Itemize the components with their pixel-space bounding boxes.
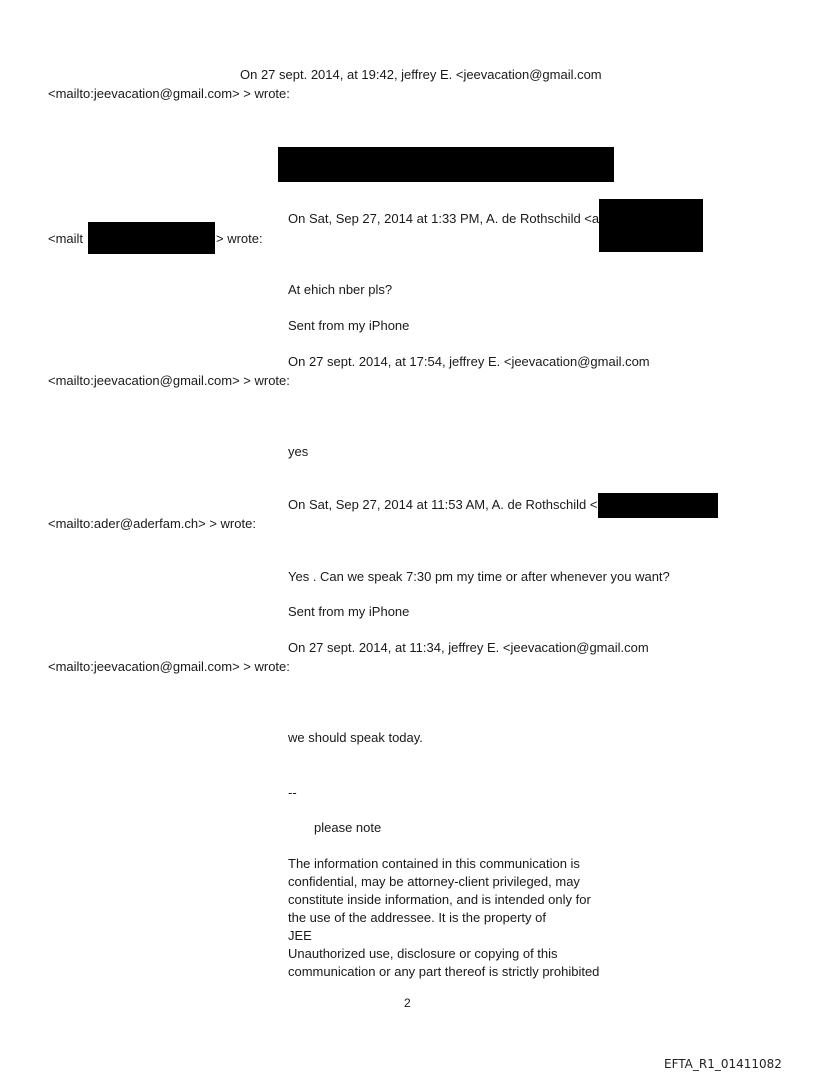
page-number: 2	[404, 996, 411, 1010]
disclaimer-line: confidential, may be attorney-client privileged, may	[288, 874, 580, 889]
email-header-line: On Sat, Sep 27, 2014 at 1:33 PM, A. de Rothschild <a	[288, 211, 600, 226]
disclaimer-line: The information contained in this communication is	[288, 856, 580, 871]
redaction-block	[598, 493, 718, 518]
email-body-text: At ehich nber pls?	[288, 282, 393, 297]
email-body-text: we should speak today.	[288, 730, 423, 745]
email-header-mailto-line: <mailto:ader@aderfam.ch> > wrote:	[48, 516, 256, 531]
email-header-wrote: > wrote:	[216, 231, 263, 246]
redaction-block	[88, 222, 215, 254]
disclaimer-line: Unauthorized use, disclosure or copying of this	[288, 946, 558, 961]
bates-number: EFTA_R1_01411082	[664, 1057, 782, 1071]
disclaimer-line: the use of the addressee. It is the property of	[288, 910, 546, 925]
email-signature: Sent from my iPhone	[288, 318, 410, 333]
email-header-mailto-prefix: <mailt	[48, 231, 84, 246]
email-header-line: On 27 sept. 2014, at 19:42, jeffrey E. <jeevacation@gmail.com	[240, 67, 602, 82]
redaction-block	[599, 199, 703, 252]
email-header-line: On Sat, Sep 27, 2014 at 11:53 AM, A. de Rothschild <	[288, 497, 598, 512]
disclaimer-line: communication or any part thereof is strictly prohibited	[288, 964, 600, 979]
signature-separator: --	[288, 785, 297, 800]
disclaimer-line: JEE	[288, 928, 312, 943]
email-body-text: yes	[288, 444, 309, 459]
please-note-label: please note	[314, 820, 382, 835]
redaction-block	[278, 147, 614, 182]
email-header-mailto-line: <mailto:jeevacation@gmail.com> > wrote:	[48, 86, 290, 101]
disclaimer-line: constitute inside information, and is intended only for	[288, 892, 591, 907]
email-header-line: On 27 sept. 2014, at 17:54, jeffrey E. <jeevacation@gmail.com	[288, 354, 650, 369]
email-header-mailto-line: <mailto:jeevacation@gmail.com> > wrote:	[48, 373, 290, 388]
email-header-line: On 27 sept. 2014, at 11:34, jeffrey E. <jeevacation@gmail.com	[288, 640, 649, 655]
email-header-mailto-line: <mailto:jeevacation@gmail.com> > wrote:	[48, 659, 290, 674]
confidentiality-disclaimer	[288, 855, 599, 981]
email-signature: Sent from my iPhone	[288, 604, 410, 619]
email-body-text: Yes . Can we speak 7:30 pm my time or after whenever you want?	[288, 569, 670, 584]
